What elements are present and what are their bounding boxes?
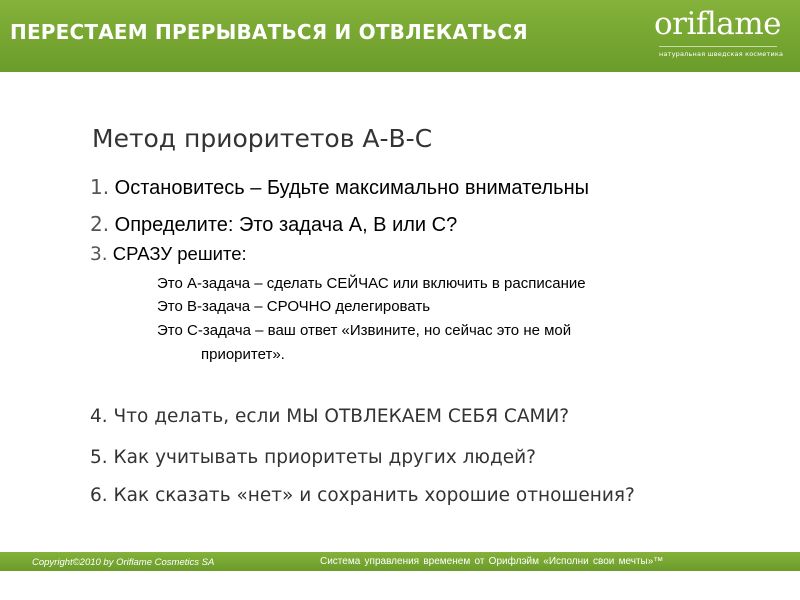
question-number: 5.: [90, 447, 108, 468]
step-number: 3.: [90, 244, 108, 265]
question-text: Что делать, если МЫ ОТВЛЕКАЕМ СЕБЯ САМИ?: [113, 406, 570, 427]
step-text: СРАЗУ решите:: [112, 243, 247, 264]
step-number: 2.: [90, 212, 110, 236]
task-c-line-continued: приоритет».: [201, 346, 285, 363]
logo-divider: [659, 46, 777, 47]
question-text: Как учитывать приоритеты других людей?: [113, 447, 536, 468]
task-a-line: Это А-задача – сделать СЕЙЧАС или включить в расписание: [157, 275, 586, 292]
step-item-2: [90, 212, 457, 237]
question-item-6: [90, 485, 635, 506]
program-name: Система управления временем от Орифлэйм «Исполни свои мечты»™: [320, 556, 664, 567]
step-item-1: [90, 175, 589, 200]
question-item-5: [90, 447, 536, 468]
oriflame-logo: [654, 6, 784, 62]
step-item-3: [90, 243, 247, 265]
step-number: 1.: [90, 175, 110, 199]
question-text: Как сказать «нет» и сохранить хорошие отношения?: [113, 485, 635, 506]
footer-bar: [0, 552, 800, 571]
logo-tagline: натуральная шведская косметика: [659, 50, 784, 58]
header-bar: [0, 0, 800, 72]
question-number: 6.: [90, 485, 108, 506]
question-item-4: [90, 406, 569, 427]
task-c-line: Это С-задача – ваш ответ «Извините, но сейчас это не мой: [157, 322, 572, 339]
step-text: Определите: Это задача А, В или С?: [114, 214, 458, 236]
step-text: Остановитесь – Будьте максимально внимательны: [114, 177, 590, 199]
logo-wordmark: oriflame: [654, 6, 782, 42]
task-b-line: Это В-задача – СРОЧНО делегировать: [157, 298, 431, 315]
slide-title: ПЕРЕСТАЕМ ПРЕРЫВАТЬСЯ И ОТВЛЕКАТЬСЯ: [10, 20, 528, 44]
question-number: 4.: [90, 406, 108, 427]
method-heading: Метод приоритетов А-В-С: [92, 124, 433, 153]
copyright-text: Copyright©2010 by Oriflame Cosmetics SA: [32, 557, 215, 568]
